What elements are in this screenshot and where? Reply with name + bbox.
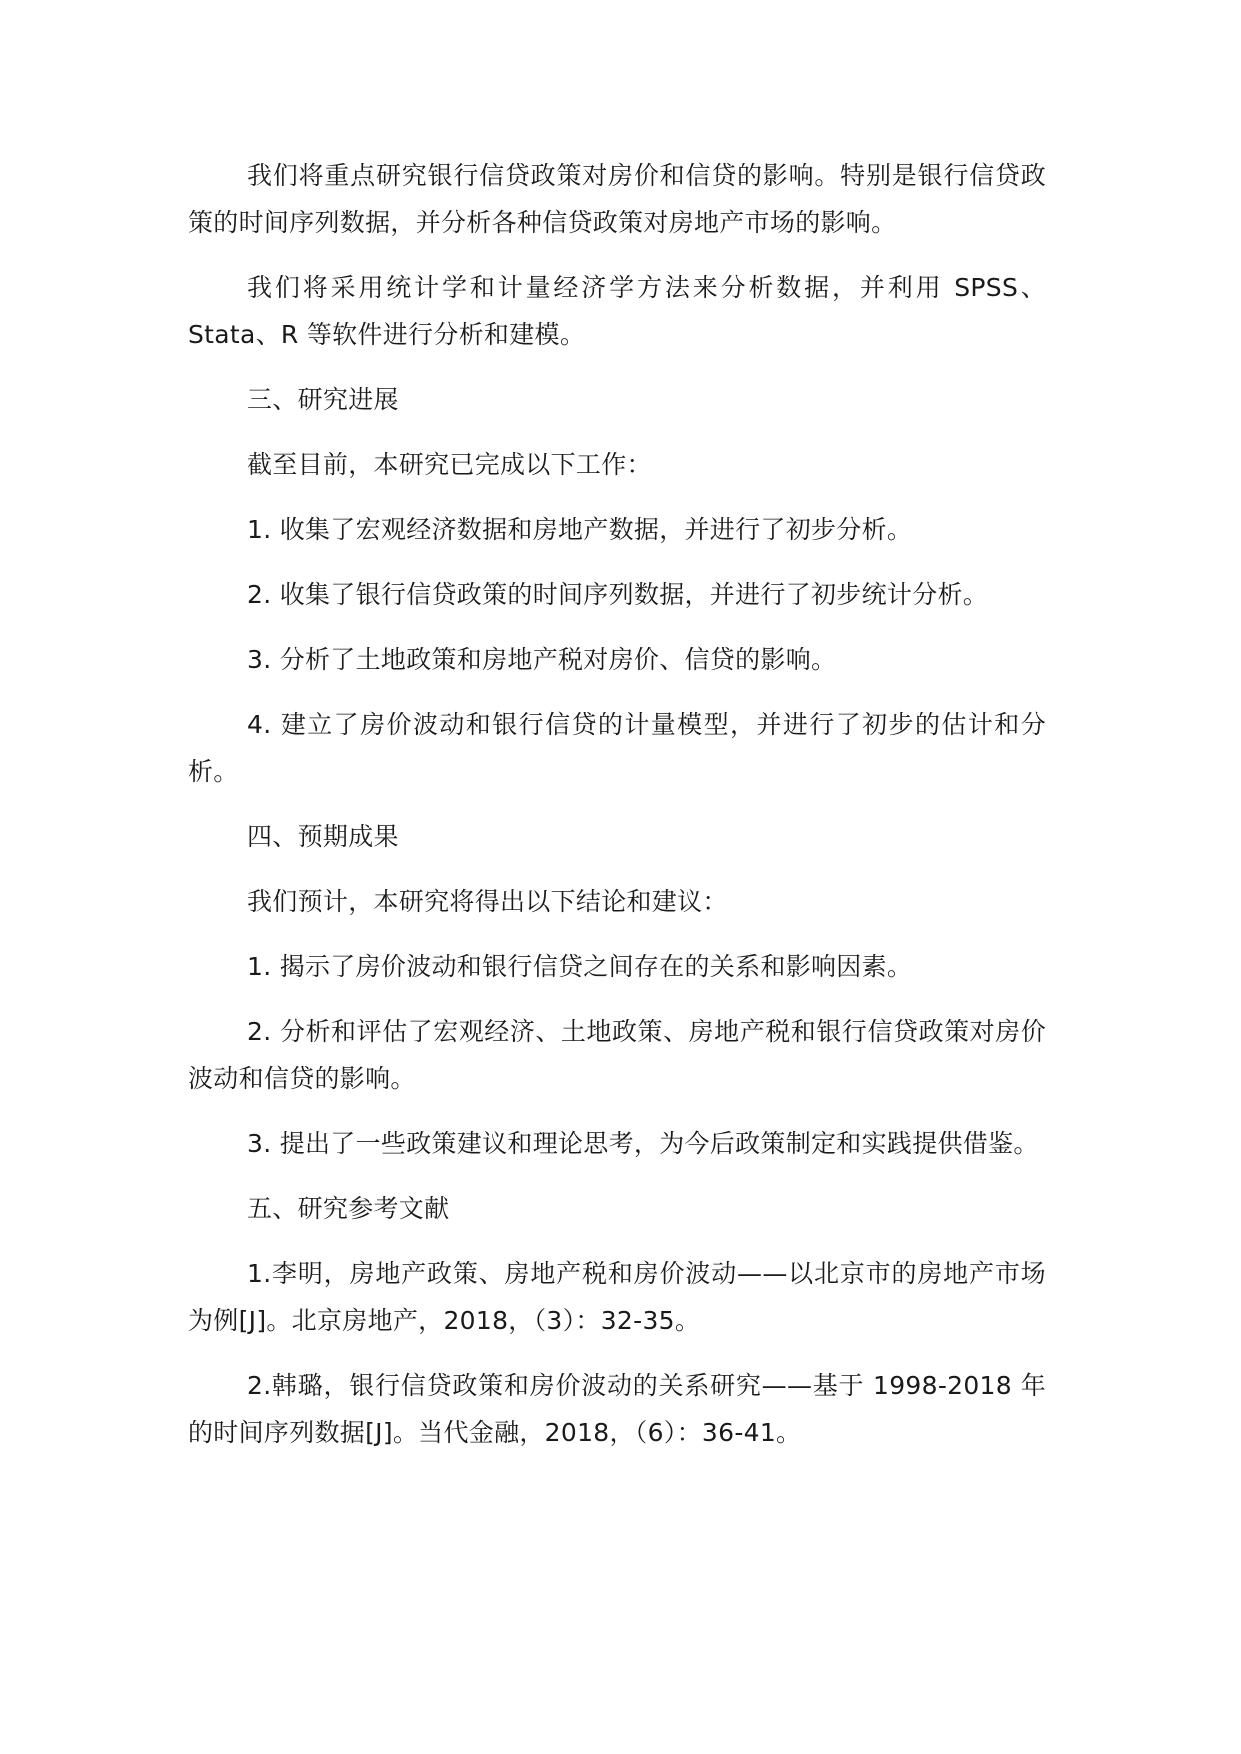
section-heading-progress: 三、研究进展 bbox=[247, 385, 399, 414]
list-item-result-3: 3. 提出了一些政策建议和理论思考，为今后政策制定和实践提供借鉴。 bbox=[247, 1129, 1039, 1158]
list-item-result-2: 2. 分析和评估了宏观经济、土地政策、房地产税和银行信贷政策对房价波动和信贷的影响。 bbox=[188, 1017, 1046, 1093]
paragraph-expected-intro: 我们预计，本研究将得出以下结论和建议： bbox=[247, 887, 728, 916]
paragraph-progress-intro: 截至目前，本研究已完成以下工作： bbox=[247, 450, 652, 479]
reference-item-2: 2.韩璐，银行信贷政策和房价波动的关系研究——基于 1998-2018 年的时间序列数据[J]。当代金融，2018，（6）：36-41。 bbox=[188, 1371, 1046, 1447]
list-item-progress-1: 1. 收集了宏观经济数据和房地产数据，并进行了初步分析。 bbox=[247, 515, 913, 544]
reference-item-1: 1.李明，房地产政策、房地产税和房价波动——以北京市的房地产市场为例[J]。北京房地产，2018，（3）：32-35。 bbox=[188, 1259, 1046, 1335]
section-heading-references: 五、研究参考文献 bbox=[247, 1194, 450, 1223]
document-body bbox=[188, 152, 1046, 1474]
paragraph-methods: 我们将采用统计学和计量经济学方法来分析数据，并利用 SPSS、Stata、R 等软件进行分析和建模。 bbox=[188, 273, 1046, 349]
paragraph-credit-policy-focus: 我们将重点研究银行信贷政策对房价和信贷的影响。特别是银行信贷政策的时间序列数据，并分析各种信贷政策对房地产市场的影响。 bbox=[188, 161, 1046, 237]
list-item-progress-4: 4. 建立了房价波动和银行信贷的计量模型，并进行了初步的估计和分析。 bbox=[188, 710, 1046, 786]
section-heading-expected-results: 四、预期成果 bbox=[247, 822, 399, 851]
list-item-result-1: 1. 揭示了房价波动和银行信贷之间存在的关系和影响因素。 bbox=[247, 952, 913, 981]
list-item-progress-3: 3. 分析了土地政策和房地产税对房价、信贷的影响。 bbox=[247, 645, 837, 674]
list-item-progress-2: 2. 收集了银行信贷政策的时间序列数据，并进行了初步统计分析。 bbox=[247, 580, 989, 609]
